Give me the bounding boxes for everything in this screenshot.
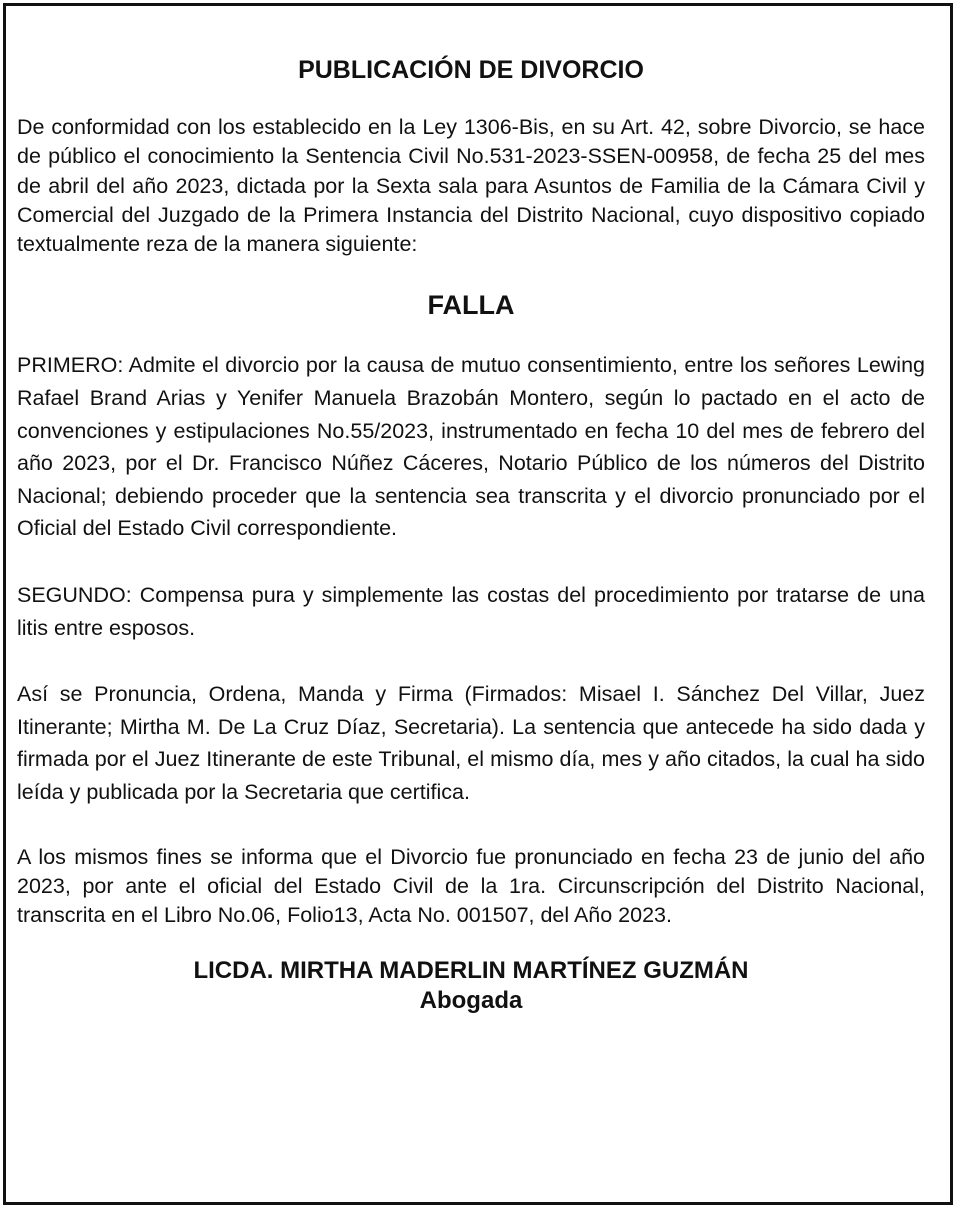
falla-heading: FALLA (427, 290, 515, 321)
pronouncement-paragraph: Así se Pronuncia, Ordena, Manda y Firma (Firmados: Misael I. Sánchez Del Villar, Juez Itinerante; Mirtha M. De La Cruz Díaz, Secretaria). La sentencia que antecede ha sido dada y firmada por el Juez Itinerante de este Tribunal, el mismo día, mes y año citados, la cual ha sido leída y publicada por la Secretaria que certifica. (17, 682, 925, 805)
primero-paragraph: PRIMERO: Admite el divorcio por la causa de mutuo consentimiento, entre los señores Lewing Rafael Brand Arias y Yenifer Manuela Brazobán Montero, según lo pactado en el acto de convenciones y estipulaciones No.55/2023, instrumentado en fecha 10 del mes de febrero del año 2023, por el Dr. Francisco Núñez Cáceres, Notario Público de los números del Distrito Nacional; debiendo proceder que la sentencia sea transcrita y el divorcio pronunciado por el Oficial del Estado Civil correspondiente. (17, 353, 925, 541)
registration-paragraph: A los mismos fines se informa que el Divorcio fue pronunciado en fecha 23 de junio del año 2023, por ante el oficial del Estado Civil de la 1ra. Circunscripción del Distrito Nacional, transcrita en el Libro No.06, Folio13, Acta No. 001507, del Año 2023. (17, 844, 925, 928)
notice-title: PUBLICACIÓN DE DIVORCIO (298, 56, 644, 84)
intro-paragraph: De conformidad con los establecido en la Ley 1306-Bis, en su Art. 42, sobre Divorcio, se hace de público el conocimiento la Sentencia Civil No.531-2023-SSEN-00958, de fecha 25 del mes de abril del año 2023, dictada por la Sexta sala para Asuntos de Familia de la Cámara Civil y Comercial del Juzgado de la Primera Instancia del Distrito Nacional, cuyo dispositivo copiado textualmente reza de la manera siguiente: (17, 115, 925, 257)
signature-role: Abogada (419, 986, 523, 1014)
segundo-paragraph: SEGUNDO: Compensa pura y simplemente las costas del procedimiento por tratarse de una litis entre esposos. (17, 583, 925, 640)
signature-name: LICDA. MIRTHA MADERLIN MARTÍNEZ GUZMÁN (193, 956, 749, 984)
notice-content (17, 55, 925, 1016)
